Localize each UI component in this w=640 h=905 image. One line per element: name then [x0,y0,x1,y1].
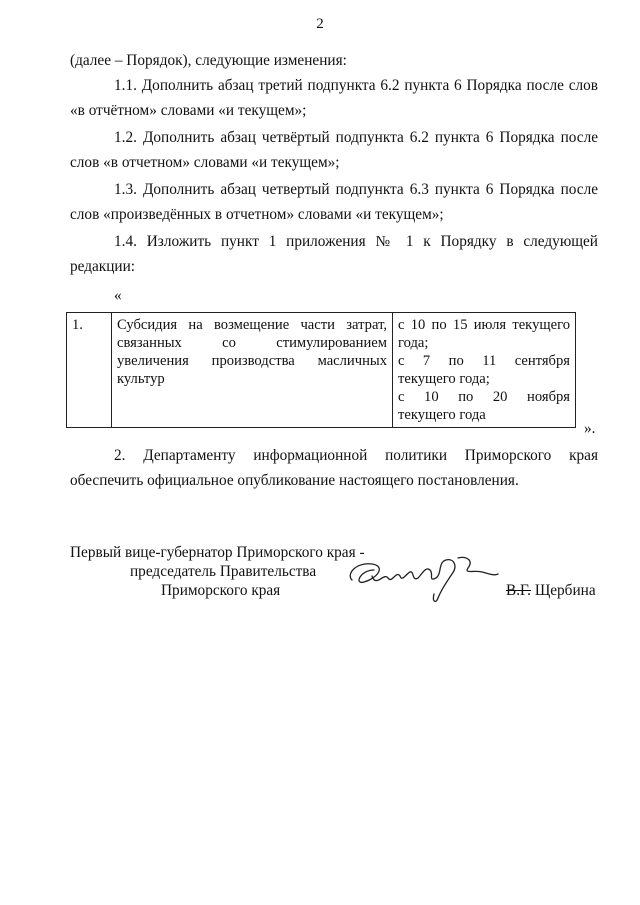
description-cell: Субсидия на возмещение части затрат, связанных со стимулированием увеличения производства масличных культур [112,313,393,428]
deadline-line: с 10 по 20 ноября [398,389,570,405]
paragraph-1-3: 1.3. Дополнить абзац четвертый подпункта 6.3 пункта 6 Порядка после слов «произведённых в отчетном» словами «и текущем»; [70,181,598,223]
handwritten-signature [342,548,502,608]
deadline-line: с 7 по 11 сентября [398,353,570,369]
signatory-position [70,543,365,600]
signatory-name [506,582,596,600]
deadline-line: с 10 по 15 июля текущего [398,317,570,333]
position-line: председатель Правительства [130,563,317,580]
opening-quote: « [114,287,122,304]
deadline-line: текущего года; [398,371,490,387]
amendment-table [66,312,576,428]
signatory-initials: В.Г. [506,582,531,599]
signatory-surname: Щербина [534,582,596,599]
deadline-line: текущего года [398,407,486,423]
paragraph-1-2: 1.2. Дополнить абзац четвёртый подпункта 6.2 пункта 6 Порядка после слов «в отчетном» словами «и текущем»; [70,129,598,171]
deadline-cell [393,313,576,428]
paragraph-list [70,73,598,279]
page-number: 2 [316,16,324,32]
deadline-line: года; [398,335,429,351]
row-number-cell: 1. [67,313,112,428]
paragraph-1-1: 1.1. Дополнить абзац третий подпункта 6.2 пункта 6 Порядка после слов «в отчётном» словами «и текущем»; [70,77,598,119]
position-line: Первый вице-губернатор Приморского края - [70,544,365,561]
intro-line: (далее – Порядок), следующие изменения: [70,52,347,69]
closing-quote: ». [584,420,596,437]
paragraph-2-block [70,443,598,493]
paragraph-1-4: 1.4. Изложить пункт 1 приложения № 1 к Порядку в следующей редакции: [70,233,598,275]
paragraph-2: 2. Департаменту информационной политики Приморского края обеспечить официальное опубликование настоящего постановления. [70,447,598,489]
table-row [67,313,576,428]
position-line: Приморского края [161,582,281,599]
